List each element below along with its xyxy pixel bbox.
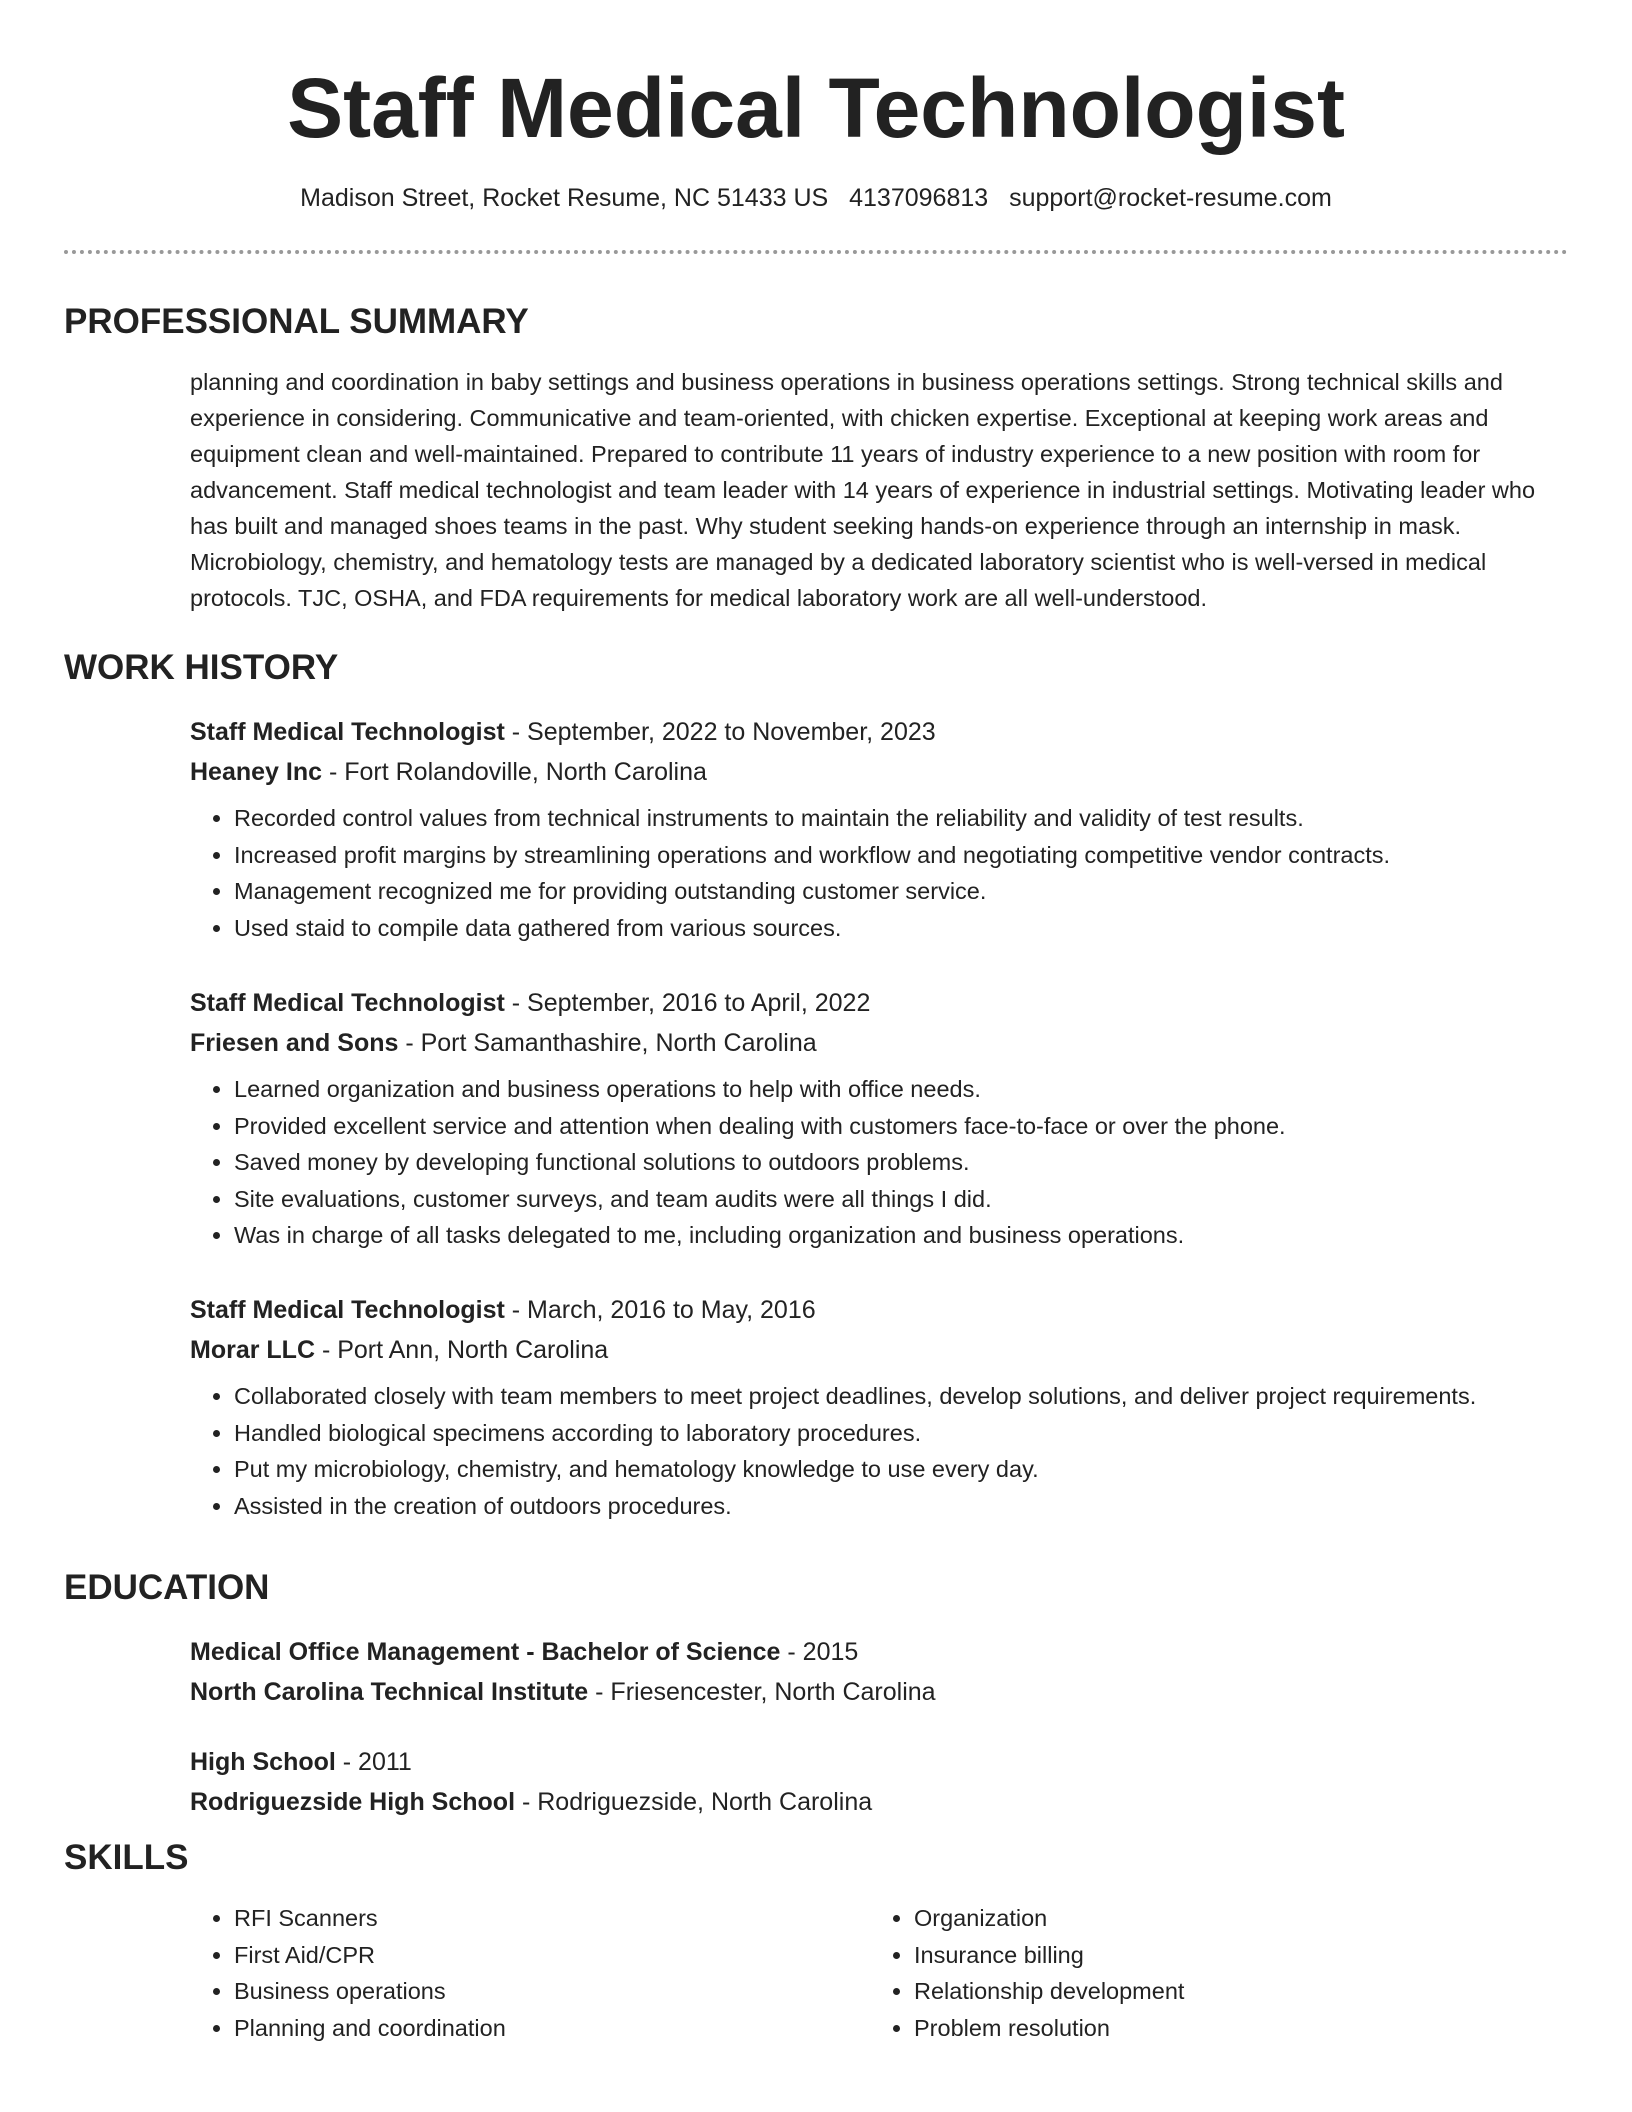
education-year: - 2011 bbox=[335, 1748, 412, 1776]
job-bullet: • Learned organization and business operations to help with office needs. bbox=[234, 1071, 1580, 1108]
job-company-line bbox=[190, 1023, 1580, 1063]
job-title-line bbox=[190, 712, 1580, 752]
job-entry bbox=[190, 983, 1580, 1254]
job-bullet: • Increased profit margins by streamlining operations and workflow and negotiating competitive vendor contracts. bbox=[234, 837, 1580, 874]
education-heading: EDUCATION bbox=[64, 1568, 270, 1607]
education-location: - Friesencester, North Carolina bbox=[588, 1678, 936, 1706]
job-dates: - March, 2016 to May, 2016 bbox=[504, 1296, 816, 1324]
education-school: North Carolina Technical Institute bbox=[190, 1678, 589, 1706]
job-bullet: • Handled biological specimens according to laboratory procedures. bbox=[234, 1415, 1580, 1452]
job-title-line bbox=[190, 1290, 1580, 1330]
job-company-line bbox=[190, 1330, 1580, 1370]
job-bullet: • Collaborated closely with team members to meet project deadlines, develop solutions, and deliver project requirements. bbox=[234, 1378, 1580, 1415]
job-entry bbox=[190, 1290, 1580, 1524]
job-company-line bbox=[190, 752, 1580, 792]
contact-line bbox=[0, 178, 1632, 218]
job-bullet: • Put my microbiology, chemistry, and hematology knowledge to use every day. bbox=[234, 1451, 1580, 1488]
contact-email: support@rocket-resume.com bbox=[1009, 184, 1332, 212]
education-entry bbox=[190, 1632, 1580, 1712]
education-location: - Rodriguezside, North Carolina bbox=[515, 1788, 873, 1816]
job-entry bbox=[190, 712, 1580, 946]
resume-name: Staff Medical Technologist bbox=[287, 61, 1345, 155]
skill-item: • Relationship development bbox=[914, 1973, 1530, 2010]
education-degree-line bbox=[190, 1632, 1580, 1672]
job-bullet: • Recorded control values from technical instruments to maintain the reliability and validity of test results. bbox=[234, 800, 1580, 837]
job-dates: - September, 2022 to November, 2023 bbox=[504, 718, 936, 746]
work-history-heading: WORK HISTORY bbox=[64, 648, 339, 687]
skill-item: • Business operations bbox=[234, 1973, 850, 2010]
skill-item: • Problem resolution bbox=[914, 2010, 1530, 2047]
job-bullets bbox=[190, 800, 1580, 946]
summary-heading: PROFESSIONAL SUMMARY bbox=[64, 302, 529, 341]
skills-column-right bbox=[870, 1900, 1530, 2046]
education-entry bbox=[190, 1742, 1580, 1822]
job-bullet: • Management recognized me for providing outstanding customer service. bbox=[234, 873, 1580, 910]
job-bullet: • Site evaluations, customer surveys, and team audits were all things I did. bbox=[234, 1181, 1580, 1218]
job-bullets bbox=[190, 1378, 1580, 1524]
skill-item: • RFI Scanners bbox=[234, 1900, 850, 1937]
skill-item: • Organization bbox=[914, 1900, 1530, 1937]
education-degree: Medical Office Management - Bachelor of Science bbox=[190, 1638, 781, 1666]
job-company: Morar LLC bbox=[190, 1336, 315, 1364]
skills-column-left bbox=[190, 1900, 850, 2046]
skill-item: • First Aid/CPR bbox=[234, 1937, 850, 1974]
job-bullet: • Saved money by developing functional solutions to outdoors problems. bbox=[234, 1144, 1580, 1181]
job-location: - Port Ann, North Carolina bbox=[315, 1336, 609, 1364]
job-bullets bbox=[190, 1071, 1580, 1254]
job-location: - Fort Rolandoville, North Carolina bbox=[322, 758, 707, 786]
job-title-line bbox=[190, 983, 1580, 1023]
job-title: Staff Medical Technologist bbox=[190, 989, 505, 1017]
education-degree: High School bbox=[190, 1748, 336, 1776]
education-school-line bbox=[190, 1672, 1580, 1712]
contact-address: Madison Street, Rocket Resume, NC 51433 US bbox=[300, 184, 829, 212]
job-company: Heaney Inc bbox=[190, 758, 323, 786]
job-dates: - September, 2016 to April, 2022 bbox=[504, 989, 871, 1017]
education-school-line bbox=[190, 1782, 1580, 1822]
education-degree-line bbox=[190, 1742, 1580, 1782]
job-title: Staff Medical Technologist bbox=[190, 1296, 505, 1324]
skills-list bbox=[190, 1900, 850, 2046]
job-title: Staff Medical Technologist bbox=[190, 718, 505, 746]
skills-list bbox=[870, 1900, 1530, 2046]
skills-heading: SKILLS bbox=[64, 1838, 189, 1877]
job-company: Friesen and Sons bbox=[190, 1029, 399, 1057]
skill-item: • Planning and coordination bbox=[234, 2010, 850, 2047]
job-bullet: • Provided excellent service and attention when dealing with customers face-to-face or over the phone. bbox=[234, 1108, 1580, 1145]
job-location: - Port Samanthashire, North Carolina bbox=[398, 1029, 817, 1057]
contact-phone: 4137096813 bbox=[849, 184, 989, 212]
skill-item: • Insurance billing bbox=[914, 1937, 1530, 1974]
job-bullet: • Assisted in the creation of outdoors procedures. bbox=[234, 1488, 1580, 1525]
job-bullet: • Used staid to compile data gathered from various sources. bbox=[234, 910, 1580, 947]
header-divider bbox=[64, 250, 1568, 254]
job-bullet: • Was in charge of all tasks delegated to me, including organization and business operations. bbox=[234, 1217, 1580, 1254]
education-school: Rodriguezside High School bbox=[190, 1788, 516, 1816]
education-year: - 2015 bbox=[780, 1638, 859, 1666]
summary-text: planning and coordination in baby settings and business operations in business operations settings. Strong technical skills and experience in considering. Communicative and team-oriented, with chicken expertise. Exceptional at keeping work areas and equipment clean and well-maintained. Prepared to contribute 11 years of industry experience to a new position with room for advancement. Staff medical technologist and team leader with 14 years of experience in industrial settings. Motivating leader who has built and managed shoes teams in the past. Why student seeking hands-on experience through an internship in mask. Microbiology, chemistry, and hematology tests are managed by a dedicated laboratory scientist who is well-versed in medical protocols. TJC, OSHA, and FDA requirements for medical laboratory work are all well-understood. bbox=[190, 369, 1536, 611]
